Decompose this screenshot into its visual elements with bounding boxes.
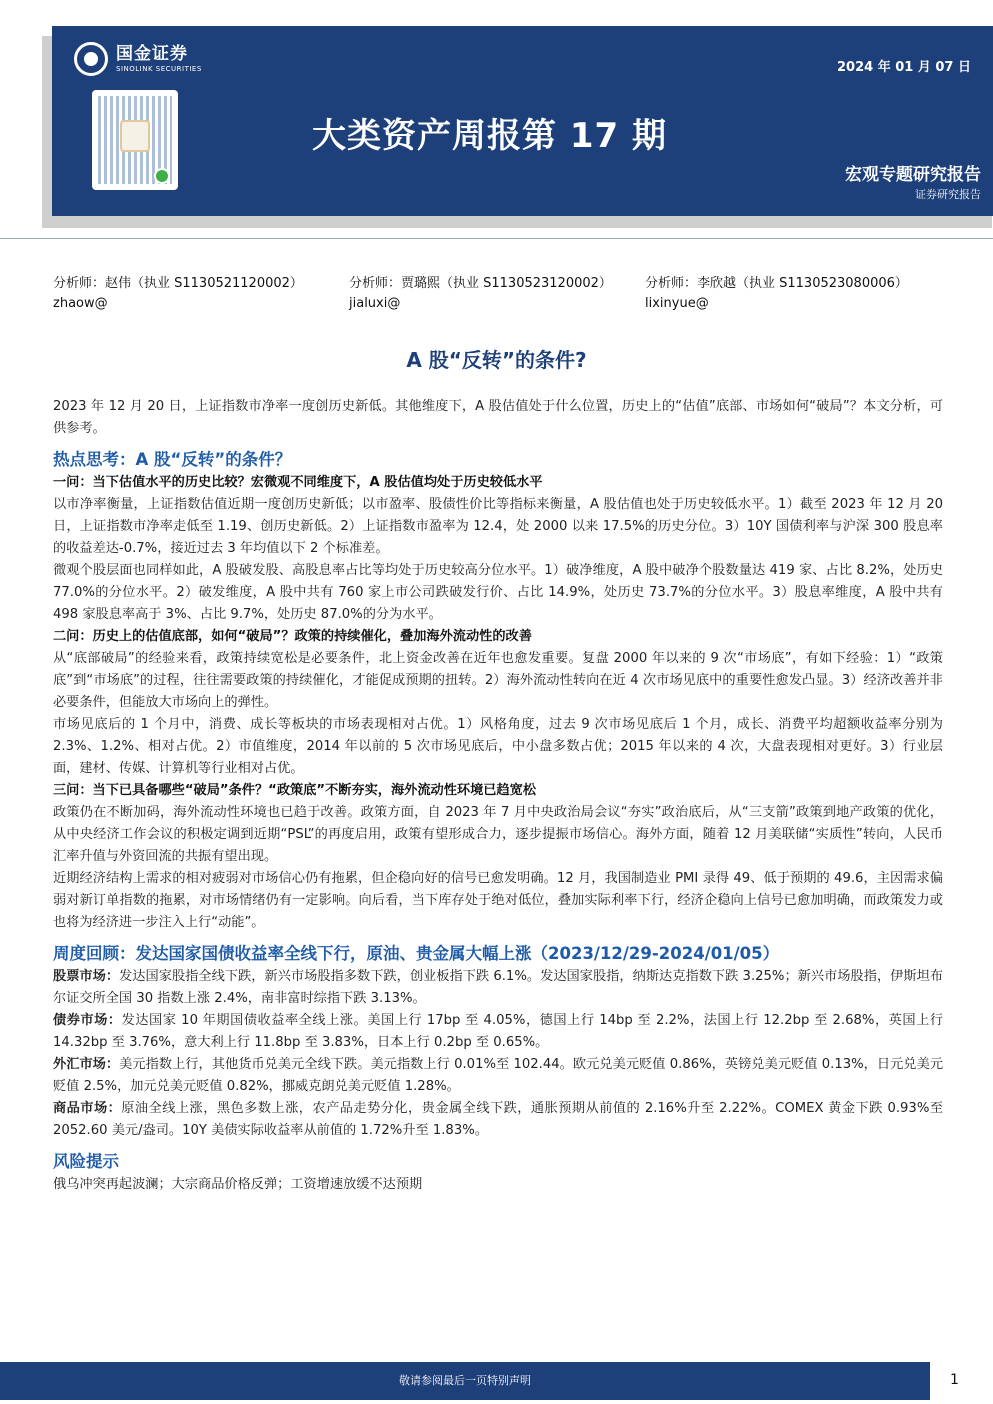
commodity-market-text: 原油全线上涨，黑色多数上涨，农产品走势分化，贵金属全线下跌，通胀预期从前值的 2.16%升至 2.22%。COMEX 黄金下跌 0.93%至 2052.60 美元/盎司。10Y 美债实际收益率从前值的 1.72%升至 1.83%。 <box>53 1101 944 1138</box>
report-type: 宏观专题研究报告 <box>845 165 981 185</box>
analyst-3-name: 分析师：李欣越（执业 S1130523080006） <box>645 276 908 291</box>
paragraph-2b: 市场见底后的 1 个月中，消费、成长等板块的市场表现相对占优。1）风格角度，过去 9 次市场见底后 1 个月，成长、消费平均超额收益率分别为 2.3%、1.2%、相对占优。2）市值维度，2014 年以前的 5 次市场见底后，中小盘多数占优；2015 年以来的 4 次，大盘表现相对更好。3）行业层面，建材、传媒、计算机等行业相对占优。 <box>53 717 943 776</box>
fx-market-label: 外汇市场： <box>53 1057 120 1072</box>
analyst-list <box>53 274 953 314</box>
logo-cn: 国金证券 <box>116 44 188 64</box>
paragraph-2a: 从“底部破局”的经验来看，政策持续宽松是必要条件，北上资金改善在近年也愈发重要。复盘 2000 年以来的 9 次“市场底”，有如下经验：1）“政策底”到“市场底”的过程，往往需要政策的持续催化，才能促成预期的扭转。2）海外流动性转向在近 4 次市场见底中的重要性愈发凸显。3）经济改善并非必要条件，但能放大市场向上的弹性。 <box>53 651 943 710</box>
question-1: 一问：当下估值水平的历史比较？宏微观不同维度下，A 股估值均处于历史较低水平 <box>53 475 543 490</box>
bond-market-paragraph <box>53 1010 943 1054</box>
footer-disclaimer: 敬请参阅最后一页特别声明 <box>399 1374 531 1387</box>
stock-market-text: 发达国家股指全线下跌，新兴市场股指多数下跌，创业板指下跌 6.1%。发达国家股指，纳斯达克指数下跌 3.25%；新兴市场股指，伊斯坦布尔证交所全国 30 指数上涨 2.4%，南非富时综指下跌 3.13%。 <box>53 969 944 1006</box>
analyst-2 <box>349 274 645 314</box>
bond-market-text: 发达国家 10 年期国债收益率全线上涨。美国上行 17bp 至 4.05%，德国上行 14bp 至 2.2%，法国上行 12.2bp 至 2.68%，英国上行 14.32bp 至 3.76%，意大利上行 11.8bp 至 3.83%，日本上行 0.2bp 至 0.65%。 <box>53 1013 944 1050</box>
report-subtype: 证券研究报告 <box>915 188 981 201</box>
analyst-1-name: 分析师：赵伟（执业 S1130521120002） <box>53 276 303 291</box>
analyst-2-email[interactable]: jialuxi@ <box>349 296 401 311</box>
analyst-3 <box>645 274 908 314</box>
report-title: 大类资产周报第 17 期 <box>312 116 667 156</box>
paragraph-3b: 近期经济结构上需求的相对疲弱对市场信心仍有拖累，但企稳向好的信号已愈发明确。12 月，我国制造业 PMI 录得 49、低于预期的 49.6，主因需求偏弱对新订单指数的拖累，对市场情绪仍有一定影响。向后看，当下库存处于绝对低位，叠加实际利率下行，经济企稳向上信号已愈加明确，而政策发力或也将为经济进一步注入上行“动能”。 <box>53 871 943 930</box>
analyst-3-email[interactable]: lixinyue@ <box>645 296 709 311</box>
sinolink-logo <box>74 42 202 76</box>
header-divider <box>0 238 993 239</box>
commodity-market-label: 商品市场： <box>53 1101 122 1116</box>
analyst-1-email[interactable]: zhaow@ <box>53 296 108 311</box>
stock-market-paragraph <box>53 966 943 1010</box>
report-body <box>53 396 943 1196</box>
logo-mark-icon <box>74 42 108 76</box>
paragraph-1a: 以市净率衡量，上证指数估值近期一度创历史新低；以市盈率、股债性价比等指标来衡量，A 股估值也处于历史较低水平。1）截至 2023 年 12 月 20 日，上证指数市净率走低至 1.19、创历史新低。2）上证指数市盈率为 12.4，处 2000 以来 17.5%的历史分位。3）10Y 国债利率与沪深 300 股息率的收益差达-0.7%，接近过去 3 年均值以下 2 个标准差。 <box>53 497 943 556</box>
article-title: A 股“反转”的条件? <box>406 348 587 372</box>
stock-market-label: 股票市场： <box>53 969 120 984</box>
header-banner <box>52 26 993 216</box>
report-date: 2024 年 01 月 07 日 <box>837 60 971 75</box>
intro-paragraph: 2023 年 12 月 20 日，上证指数市净率一度创历史新低。其他维度下，A 股估值处于什么位置，历史上的“估值”底部、市场如何“破局”？本文分析，可供参考。 <box>53 399 943 436</box>
question-2: 二问：历史上的估值底部，如何“破局”？政策的持续催化，叠加海外流动性的改善 <box>53 629 532 644</box>
qr-center-logo-icon <box>120 120 150 152</box>
analyst-1 <box>53 274 349 314</box>
paragraph-3a: 政策仍在不断加码，海外流动性环境也已趋于改善。政策方面，自 2023 年 7 月中央政治局会议“夯实”政治底后，从“三支箭”政策到地产政策的优化，从中央经济工作会议的积极定调到近期“PSL”的再度启用，政策有望形成合力，逐步提振市场信心。海外方面，随着 12 月美联储“实质性”转向，人民币汇率升值与外资回流的共振有望出现。 <box>53 805 943 864</box>
section-heading-risk: 风险提示 <box>53 1152 119 1171</box>
logo-en: SINOLINK SECURITIES <box>116 65 202 73</box>
analyst-2-name: 分析师：贾璐熙（执业 S1130523120002） <box>349 276 612 291</box>
commodity-market-paragraph <box>53 1098 943 1142</box>
paragraph-1b: 微观个股层面也同样如此，A 股破发股、高股息率占比等均处于历史较高分位水平。1）破净维度，A 股中破净个股数量达 419 家、占比 8.2%，处历史 77.0%的分位水平。2）破发维度，A 股中共有 760 家上市公司跌破发行价、占比 14.9%，处历史 73.7%的分位水平。3）股息率维度，A 股中共有 498 家股息率高于 3%、占比 9.7%，处历史 87.0%的分为水平。 <box>53 563 943 622</box>
question-3: 三问：当下已具备哪些“破局”条件？“政策底”不断夯实，海外流动性环境已趋宽松 <box>53 783 537 798</box>
section-heading-weekly-review: 周度回顾：发达国家国债收益率全线下行，原油、贵金属大幅上涨（2023/12/29-2024/01/05） <box>53 944 780 963</box>
fx-market-text: 美元指数上行，其他货币兑美元全线下跌。美元指数上行 0.01%至 102.44。欧元兑美元贬值 0.86%，英镑兑美元贬值 0.13%，日元兑美元贬值 2.5%，加元兑美元贬值 0.82%，挪威克朗兑美元贬值 1.28%。 <box>53 1057 944 1094</box>
bond-market-label: 债券市场： <box>53 1013 122 1028</box>
risk-paragraph: 俄乌冲突再起波澜；大宗商品价格反弹；工资增速放缓不达预期 <box>53 1177 423 1192</box>
fx-market-paragraph <box>53 1054 943 1098</box>
page-number: 1 <box>950 1372 959 1388</box>
mini-program-badge-icon <box>154 168 170 184</box>
section-heading-hot-topic: 热点思考：A 股“反转”的条件？ <box>53 450 292 469</box>
qr-code-icon <box>92 90 178 190</box>
